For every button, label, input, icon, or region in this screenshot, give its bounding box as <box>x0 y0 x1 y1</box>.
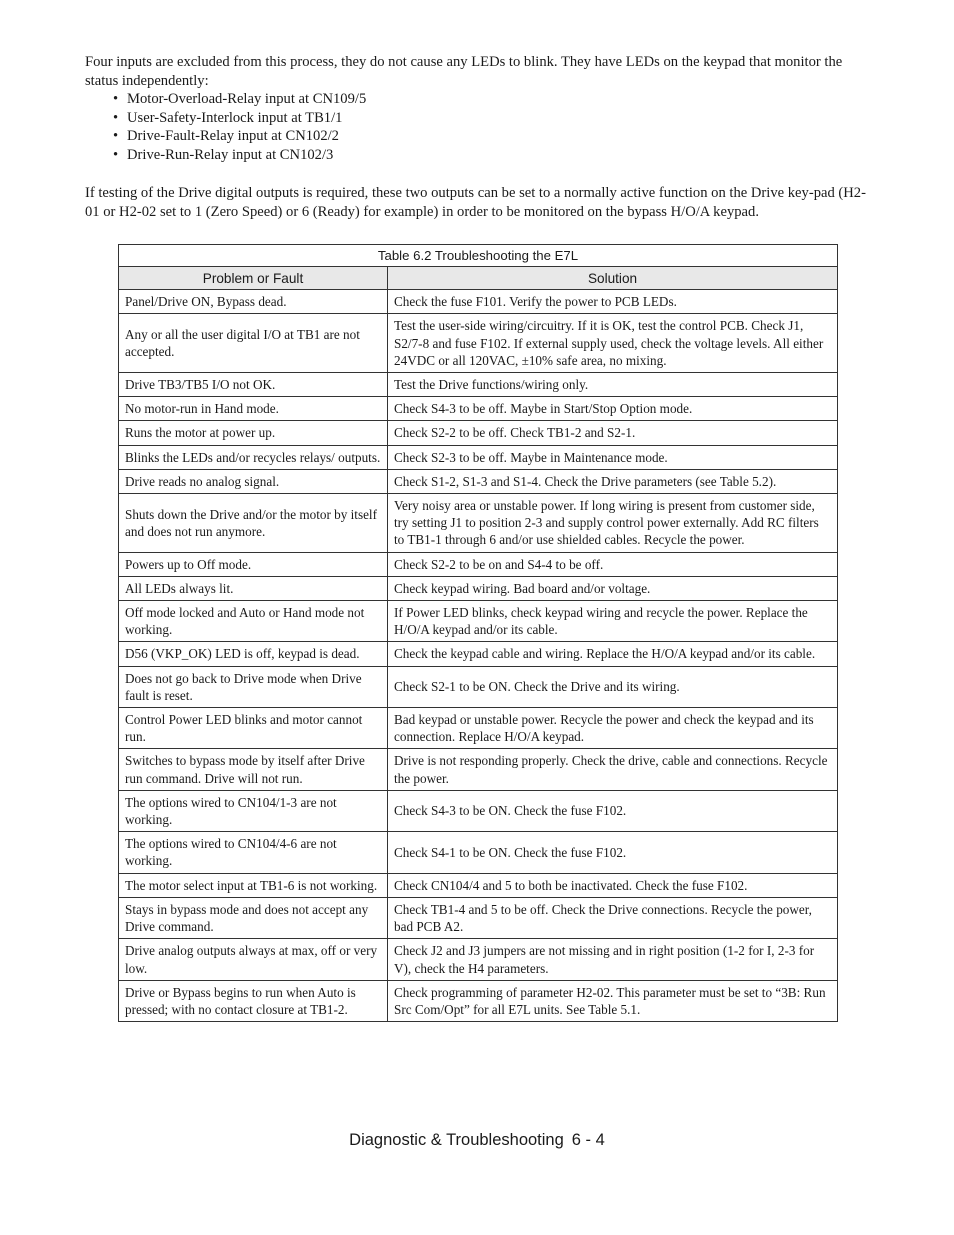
problem-cell: Switches to bypass mode by itself after Drive run command. Drive will not run. <box>119 749 388 790</box>
solution-cell: Check S2-1 to be ON. Check the Drive and its wiring. <box>388 666 838 707</box>
solution-cell: Check the fuse F101. Verify the power to PCB LEDs. <box>388 290 838 314</box>
solution-cell: Check S2-2 to be off. Check TB1-2 and S2-1. <box>388 421 838 445</box>
problem-cell: D56 (VKP_OK) LED is off, keypad is dead. <box>119 642 388 666</box>
problem-cell: Runs the motor at power up. <box>119 421 388 445</box>
table-row <box>119 790 838 831</box>
column-header-solution: Solution <box>388 267 838 290</box>
table-row <box>119 373 838 397</box>
solution-cell: Check S2-2 to be on and S4-4 to be off. <box>388 552 838 576</box>
solution-cell: Very noisy area or unstable power. If long wiring is present from customer side, try setting J1 to position 2-3 and supply control power externally. Add RC filters to TB1-1 through 6 and/or use shielded cables. Recycle the power. <box>388 494 838 553</box>
solution-cell: Check keypad wiring. Bad board and/or voltage. <box>388 576 838 600</box>
solution-cell: Check TB1-4 and 5 to be off. Check the Drive connections. Recycle the power, bad PCB A2. <box>388 897 838 938</box>
bullet-icon: • <box>113 146 119 163</box>
table-row <box>119 421 838 445</box>
intro-section <box>85 53 875 164</box>
digital-outputs-paragraph: If testing of the Drive digital outputs is required, these two outputs can be set to a normally active function on the Drive key-pad (H2-01 or H2-02 set to 1 (Zero Speed) or 6 (Ready) for example) in order to be monitored on the bypass H/O/A keypad. <box>85 185 866 220</box>
table-row <box>119 314 838 373</box>
problem-cell: Drive TB3/TB5 I/O not OK. <box>119 373 388 397</box>
problem-cell: The options wired to CN104/4-6 are not working. <box>119 832 388 873</box>
table-row <box>119 749 838 790</box>
table-row <box>119 601 838 642</box>
table-row <box>119 642 838 666</box>
problem-cell: Drive reads no analog signal. <box>119 469 388 493</box>
table-row <box>119 445 838 469</box>
list-item: • User-Safety-Interlock input at TB1/1 <box>113 109 343 126</box>
troubleshooting-table <box>118 244 838 1022</box>
problem-cell: Off mode locked and Auto or Hand mode not working. <box>119 601 388 642</box>
table-row <box>119 832 838 873</box>
footer-section-title: Diagnostic & Troubleshooting <box>349 1131 564 1149</box>
table-row <box>119 397 838 421</box>
table-row <box>119 576 838 600</box>
problem-cell: Drive analog outputs always at max, off or very low. <box>119 939 388 980</box>
problem-cell: Panel/Drive ON, Bypass dead. <box>119 290 388 314</box>
problem-cell: Blinks the LEDs and/or recycles relays/ outputs. <box>119 445 388 469</box>
bullet-icon: • <box>113 109 119 126</box>
bullet-icon: • <box>113 91 119 107</box>
list-item: • Drive-Run-Relay input at CN102/3 <box>113 146 334 163</box>
problem-cell: Stays in bypass mode and does not accept any Drive command. <box>119 897 388 938</box>
footer-page-number: 6 - 4 <box>571 1131 605 1149</box>
solution-cell: Check programming of parameter H2-02. This parameter must be set to “3B: Run Src Com/Opt” for all E7L units. See Table 5.1. <box>388 980 838 1021</box>
problem-cell: Any or all the user digital I/O at TB1 are not accepted. <box>119 314 388 373</box>
solution-cell: Check S1-2, S1-3 and S1-4. Check the Drive parameters (see Table 5.2). <box>388 469 838 493</box>
solution-cell: Check S4-1 to be ON. Check the fuse F102. <box>388 832 838 873</box>
solution-cell: Check the keypad cable and wiring. Replace the H/O/A keypad and/or its cable. <box>388 642 838 666</box>
column-header-problem: Problem or Fault <box>119 267 388 290</box>
problem-cell: No motor-run in Hand mode. <box>119 397 388 421</box>
solution-cell: Test the Drive functions/wiring only. <box>388 373 838 397</box>
solution-cell: Check J2 and J3 jumpers are not missing and in right position (1-2 for I, 2-3 for V), check the H4 parameters. <box>388 939 838 980</box>
solution-cell: Check CN104/4 and 5 to both be inactivated. Check the fuse F102. <box>388 873 838 897</box>
table-row <box>119 494 838 553</box>
problem-cell: Shuts down the Drive and/or the motor by itself and does not run anymore. <box>119 494 388 553</box>
list-item: • Drive-Fault-Relay input at CN102/2 <box>113 128 339 144</box>
solution-cell: Check S2-3 to be off. Maybe in Maintenance mode. <box>388 445 838 469</box>
table-row <box>119 873 838 897</box>
table-row <box>119 469 838 493</box>
solution-cell: Check S4-3 to be ON. Check the fuse F102. <box>388 790 838 831</box>
excluded-inputs-list <box>85 90 875 164</box>
problem-cell: Drive or Bypass begins to run when Auto is pressed; with no contact closure at TB1-2. <box>119 980 388 1021</box>
table-row <box>119 552 838 576</box>
solution-cell: If Power LED blinks, check keypad wiring and recycle the power. Replace the H/O/A keypad and/or its cable. <box>388 601 838 642</box>
problem-cell: All LEDs always lit. <box>119 576 388 600</box>
table-row <box>119 939 838 980</box>
problem-cell: The motor select input at TB1-6 is not working. <box>119 873 388 897</box>
list-item: • Motor-Overload-Relay input at CN109/5 <box>113 91 367 107</box>
table-row <box>119 666 838 707</box>
intro-paragraph: Four inputs are excluded from this process, they do not cause any LEDs to blink. They have LEDs on the keypad that monitor the status independently: <box>85 54 843 89</box>
solution-cell: Drive is not responding properly. Check the drive, cable and connections. Recycle the power. <box>388 749 838 790</box>
solution-cell: Check S4-3 to be off. Maybe in Start/Stop Option mode. <box>388 397 838 421</box>
page-footer <box>0 1131 954 1150</box>
solution-cell: Bad keypad or unstable power. Recycle the power and check the keypad and its connection. Replace H/O/A keypad. <box>388 708 838 749</box>
problem-cell: Control Power LED blinks and motor cannot run. <box>119 708 388 749</box>
table-row <box>119 980 838 1021</box>
table-header-row <box>119 267 838 290</box>
problem-cell: The options wired to CN104/1-3 are not working. <box>119 790 388 831</box>
table-caption: Table 6.2 Troubleshooting the E7L <box>119 245 838 267</box>
table-row <box>119 290 838 314</box>
problem-cell: Powers up to Off mode. <box>119 552 388 576</box>
problem-cell: Does not go back to Drive mode when Drive fault is reset. <box>119 666 388 707</box>
bullet-icon: • <box>113 128 119 144</box>
table-row <box>119 708 838 749</box>
digital-outputs-paragraph-section <box>85 184 875 221</box>
table-row <box>119 897 838 938</box>
solution-cell: Test the user-side wiring/circuitry. If it is OK, test the control PCB. Check J1, S2/7-8 and fuse F102. If external supply used, check the voltage levels. All either 24VDC or all 120VAC, ±10% safe area, no mixing. <box>388 314 838 373</box>
